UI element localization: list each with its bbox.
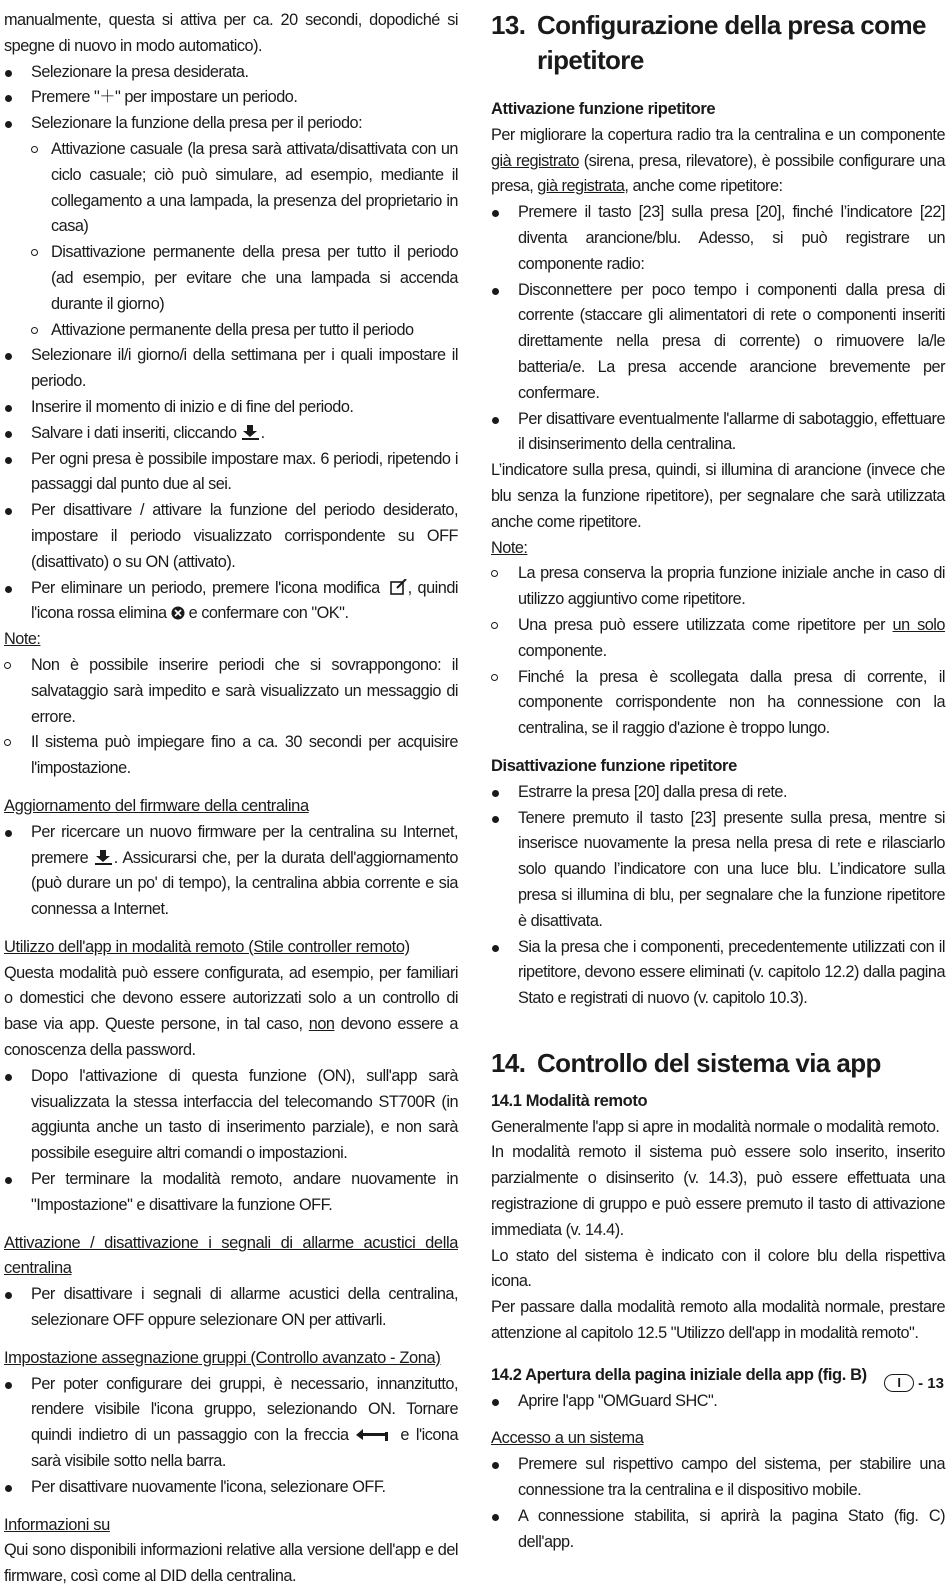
- note-underline: un solo: [892, 615, 945, 634]
- paragraph: Generalmente l'app si apre in modalità normale o modalità remoto.: [491, 1117, 940, 1136]
- chapter-13-heading: [491, 8, 945, 78]
- intro-paragraph: manualmente, questa si attiva per ca. 20 secondi, dopodiché si spegne di nuovo in modo automatico).: [4, 11, 458, 55]
- list-item: Sia la presa che i componenti, precedentemente utilizzati con il ripetitore, devono essere eliminati (v. capitolo 12.2) dalla pagina Stato e registrati di nuovo (v. capitolo 10.3).: [491, 935, 945, 1012]
- alarm-heading: Attivazione / disattivazione i segnali di allarme acustici della centralina: [4, 1233, 458, 1278]
- right-column: [491, 8, 945, 1555]
- deactivation-heading: Disattivazione funzione ripetitore: [491, 756, 737, 775]
- sub-list-item: Attivazione permanente della presa per tutto il periodo: [31, 318, 458, 344]
- remote-text-end: devono essere a conoscenza della password.: [4, 1015, 458, 1060]
- list-item: Premere sul rispettivo campo del sistema, per stabilire una connessione tra la centralina e il dispositivo mobile.: [491, 1452, 945, 1504]
- paragraph: Per passare dalla modalità remoto alla modalità normale, prestare attenzione al capitolo 12.5 "Utilizzo dell'app in modalità remoto".: [491, 1298, 945, 1343]
- list-item: Disconnettere per poco tempo i componenti dalla presa di corrente (staccare gli alimentatori di rete o componenti inseriti direttamente nella presa di corrente) o rimuovere la/le batteria/e. La presa accende arancione brevemente per confermare.: [491, 278, 945, 407]
- activation-underline-2: già registrata: [537, 177, 625, 196]
- note-text-end: componente.: [518, 641, 607, 660]
- chapter-title-line1: Configurazione della presa come: [537, 10, 926, 40]
- list-item-firmware: [4, 820, 458, 923]
- section-14-2-heading: 14.2 Apertura della pagina iniziale della app (fig. B): [491, 1365, 867, 1384]
- list-item: Per disattivare / attivare la funzione del periodo desiderato, impostare il periodo visualizzato corrispondente su OFF (disattivato) o su ON (attivato).: [4, 498, 458, 575]
- delete-text: Per eliminare un periodo, premere l'icona modifica: [31, 578, 386, 597]
- list-item: Selezionare la funzione della presa per il periodo:: [4, 111, 458, 137]
- sub-list-item: Disattivazione permanente della presa per tutto il periodo (ad esempio, per evitare che una lampada si accenda durante il giorno): [31, 240, 458, 317]
- save-text-end: .: [260, 423, 265, 442]
- groups-text: Per poter configurare dei gruppi, è necessario, innanzitutto, rendere visibile l'icona gruppo, selezionando ON. Tornare quindi indietro di un passaggio con la freccia: [31, 1374, 458, 1445]
- firmware-text: Per ricercare un nuovo firmware per la centralina su Internet, premere: [31, 822, 458, 867]
- list-item: Estrarre la presa [20] dalla presa di rete.: [491, 780, 945, 806]
- note-text: Una presa può essere utilizzata come ripetitore per: [518, 615, 893, 634]
- activation-underline-1: già registrato: [491, 151, 579, 170]
- note-label: Note:: [491, 538, 528, 557]
- download-icon: [94, 849, 114, 865]
- activation-heading: Attivazione funzione ripetitore: [491, 100, 716, 118]
- activation-text-2: (sirena, presa, rilevatore), è possibile configurare una presa,: [491, 151, 945, 196]
- delete-icon: [171, 606, 185, 620]
- page-number-text: - 13: [918, 1374, 944, 1392]
- edit-icon: [386, 579, 408, 595]
- list-item-groups: [4, 1372, 458, 1475]
- list-item: Per disattivare eventualmente l'allarme di sabotaggio, effettuare il disinserimento della centralina.: [491, 407, 945, 459]
- back-arrow-icon: [355, 1428, 393, 1442]
- note-item: La presa conserva la propria funzione iniziale anche in caso di utilizzo aggiuntivo come ripetitore.: [491, 561, 945, 613]
- info-paragraph: Qui sono disponibili informazioni relative alla versione dell'app e del firmware, così come al DID della centralina.: [4, 1541, 458, 1586]
- list-item: Tenere premuto il tasto [23] presente sulla presa, mentre si inserisce nuovamente la presa nella presa di rete e rilasciarlo solo quando l’indicatore con una luce blu. L’indicatore sulla presa si illumina di blu, per segnalare che la funzione ripetitore è disattivata.: [491, 806, 945, 935]
- list-item: Premere il tasto [23] sulla presa [20], finché l’indicatore [22] diventa arancione/blu. Adesso, si può registrare un componente radio:: [491, 200, 945, 277]
- chapter-14-heading: [491, 1046, 945, 1081]
- left-column: [4, 8, 458, 1590]
- chapter-title: Controllo del sistema via app: [537, 1047, 881, 1078]
- list-item: A connessione stabilita, si aprirà la pagina Stato (fig. C) dell'app.: [491, 1504, 945, 1556]
- delete-text-end: e confermare con "OK".: [184, 604, 349, 623]
- activation-text-3: , anche come ripetitore:: [624, 177, 783, 196]
- remote-text-underline: non: [308, 1015, 335, 1034]
- note-label: Note:: [4, 630, 41, 649]
- list-item-delete: [4, 576, 458, 628]
- chapter-title-line2: ripetitore: [537, 45, 644, 75]
- remote-mode-paragraph: [4, 961, 458, 1064]
- remote-text: Questa modalità può essere configurata, ad esempio, per familiari o domestici che devono essere autorizzati solo a un controllo di base via app. Queste persone, in tal caso,: [4, 963, 458, 1034]
- sub-list-item: Attivazione casuale (la presa sarà attivata/disattivata con un ciclo casuale; ciò può simulare, ad esempio, mediante il collegamento a una lampada, la presenza del proprietario in casa): [31, 137, 458, 240]
- list-item: Per disattivare i segnali di allarme acustici della centralina, selezionare OFF oppure selezionare ON per attivarli.: [4, 1282, 458, 1334]
- firmware-heading: Aggiornamento del firmware della centralina: [4, 796, 309, 815]
- groups-text-end: e l'icona sarà visibile sotto nella barra.: [31, 1426, 458, 1471]
- save-text: Salvare i dati inseriti, cliccando: [31, 423, 241, 442]
- paragraph: Lo stato del sistema è indicato con il colore blu della rispettiva icona.: [491, 1246, 945, 1291]
- list-item: Per disattivare nuovamente l'icona, selezionare OFF.: [4, 1475, 458, 1501]
- page-number: [884, 1374, 944, 1392]
- list-item-save: [4, 421, 458, 447]
- list-item: Selezionare la presa desiderata.: [4, 60, 458, 86]
- firmware-text-end: . Assicurarsi che, per la durata dell'aggiornamento (può durare un po' di tempo), la centralina abbia corrente e sia connessa a Internet.: [31, 848, 458, 919]
- list-item: Premere "＋" per impostare un periodo.: [4, 85, 458, 111]
- list-item: Aprire l'app "OMGuard SHC".: [491, 1389, 945, 1415]
- note-item: Il sistema può impiegare fino a ca. 30 secondi per acquisire l'impostazione.: [4, 730, 458, 782]
- chapter-number: 14.: [491, 1047, 526, 1078]
- paragraph: In modalità remoto il sistema può essere solo inserito, inserito parzialmente o disinserito (v. 14.3), può essere effettuata una registrazione di gruppo e può essere premuto il tasto di attivazione immediata (v. 14.4).: [491, 1143, 945, 1239]
- groups-heading: Impostazione assegnazione gruppi (Controllo avanzato - Zona): [4, 1348, 441, 1367]
- list-item: Per terminare la modalità remoto, andare nuovamente in "Impostazione" e disattivare la funzione OFF.: [4, 1167, 458, 1219]
- list-item: Dopo l'attivazione di questa funzione (ON), sull'app sarà visualizzata la stessa interfaccia del telecomando ST700R (in aggiunta anche un tasto di inserimento parziale), e non sarà possibile eseguire altri comandi o impostazioni.: [4, 1064, 458, 1167]
- note-item: Finché la presa è scollegata dalla presa di corrente, il componente corrispondente non ha connessione con la centralina, se il raggio d'azione è troppo lungo.: [491, 665, 945, 742]
- list-item: Selezionare il/i giorno/i della settimana per i quali impostare il periodo.: [4, 343, 458, 395]
- chapter-number: 13.: [491, 10, 526, 40]
- activation-text: Per migliorare la copertura radio tra la centralina e un componente: [491, 125, 945, 144]
- section-14-1-heading: 14.1 Modalità remoto: [491, 1091, 648, 1110]
- language-badge: I: [884, 1374, 914, 1392]
- info-heading: Informazioni su: [4, 1515, 110, 1534]
- note-item: [491, 613, 945, 665]
- list-item: Per ogni presa è possibile impostare max. 6 periodi, ripetendo i passaggi dal punto due al sei.: [4, 447, 458, 499]
- remote-mode-heading: Utilizzo dell'app in modalità remoto (Stile controller remoto): [4, 937, 410, 956]
- activation-paragraph: [491, 123, 945, 200]
- list-item: Inserire il momento di inizio e di fine del periodo.: [4, 395, 458, 421]
- delete-text-mid: , quindi l'icona rossa elimina: [31, 578, 458, 623]
- activation-after-paragraph: L’indicatore sulla presa, quindi, si illumina di arancione (invece che blu senza la funzione ripetitore), per segnalare che sarà utilizzata anche come ripetitore.: [491, 461, 945, 531]
- note-item: Non è possibile inserire periodi che si sovrappongono: il salvataggio sarà impedito e sarà visualizzato un messaggio di errore.: [4, 653, 458, 730]
- access-heading: Accesso a un sistema: [491, 1429, 644, 1448]
- download-icon: [241, 424, 261, 440]
